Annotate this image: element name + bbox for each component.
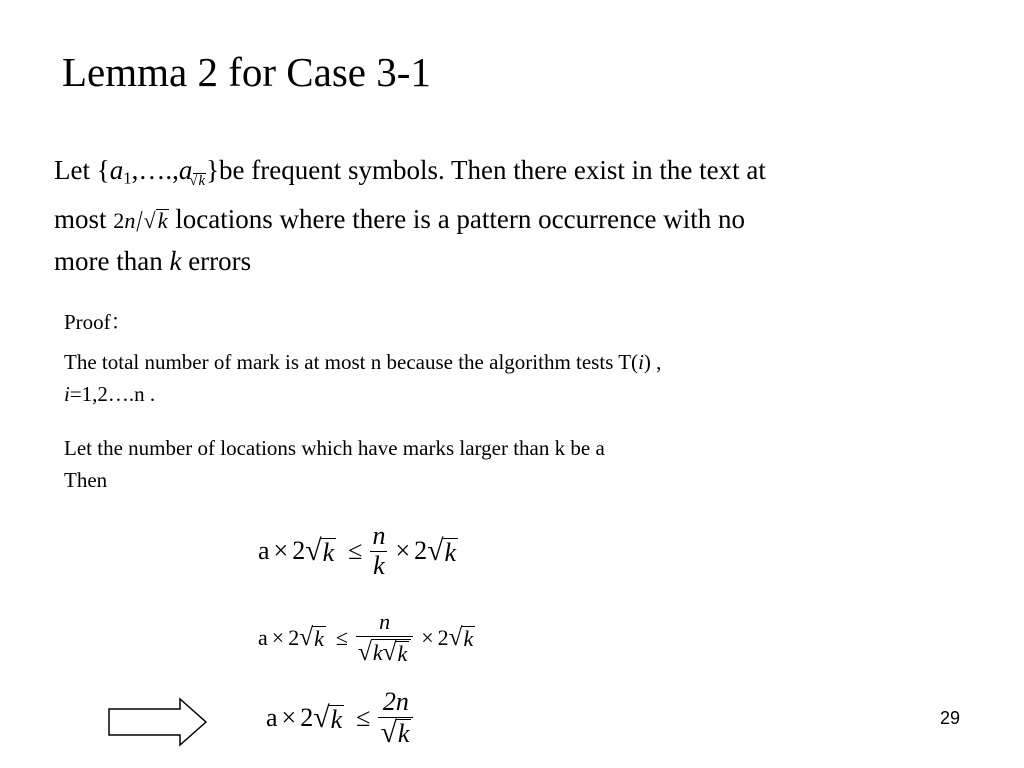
lemma-line-3-b: errors xyxy=(181,245,252,276)
times-symbol: × xyxy=(421,624,434,650)
formula-two: 2 xyxy=(414,536,428,566)
sqrt-sign: √ xyxy=(299,623,314,652)
sqrt-k xyxy=(427,536,458,566)
formula-2 xyxy=(258,610,475,665)
sqrt-sign: √ xyxy=(427,534,444,568)
sqrt-radicand: k xyxy=(463,626,474,652)
lemma-ellipsis: ,…., xyxy=(131,155,179,185)
page-number: 29 xyxy=(940,708,961,728)
times-symbol: × xyxy=(273,536,289,566)
sqrt-radicand: k xyxy=(397,641,408,667)
proof-line-2-rest: =1,2….n . xyxy=(69,382,156,406)
leq-symbol: ≤ xyxy=(348,536,363,566)
lemma-line-3 xyxy=(54,241,984,282)
lemma-symbol-a: a xyxy=(109,155,124,185)
proof-line-2 xyxy=(64,378,904,410)
slide-title: Lemma 2 for Case 3-1 xyxy=(62,49,431,95)
sqrt-k xyxy=(380,715,411,749)
sqrt-k-sqrt-k xyxy=(358,639,411,665)
proof-line-1-b: ) , xyxy=(643,350,662,374)
formula-a: a xyxy=(266,703,278,733)
sqrt-radicand: k xyxy=(397,719,410,749)
lemma-line-1 xyxy=(54,150,984,199)
lemma-subscript-1: 1 xyxy=(123,168,132,188)
sqrt-k xyxy=(449,625,476,650)
sqrt-sign: √ xyxy=(448,623,463,652)
proof-line-2-i: i xyxy=(64,382,70,406)
lemma-most: most xyxy=(54,203,114,234)
sqrt-sign: √ xyxy=(305,534,322,568)
lemma-statement xyxy=(54,150,984,282)
sqrt-radicand: k xyxy=(322,537,335,567)
formula-3 xyxy=(266,688,417,748)
formula-two: 2 xyxy=(292,536,306,566)
fraction-n-over-sqrt-k-sqrt-k xyxy=(356,610,413,665)
sqrt-sign: √ xyxy=(313,701,330,735)
sqrt-radicand: k xyxy=(314,626,324,652)
radicand-k: k xyxy=(372,640,383,666)
sqrt-k xyxy=(299,625,326,650)
formula-a: a xyxy=(258,536,270,566)
frac-numerator: n xyxy=(379,609,391,634)
formula-two: 2 xyxy=(437,624,449,650)
proof-block xyxy=(64,306,904,496)
lemma-line-1-rest: be frequent symbols. Then there exist in the text at xyxy=(219,155,766,185)
right-arrow-outline-icon xyxy=(108,697,208,747)
lemma-inline-fraction xyxy=(113,200,168,241)
frac-sqrt-k: k xyxy=(157,207,168,233)
sqrt-radicand: k xyxy=(444,537,457,567)
sqrt-k xyxy=(305,536,336,566)
proof-label: Proof： xyxy=(64,310,132,334)
sqrt-sign: √ xyxy=(382,638,397,667)
inner-sqrt-k xyxy=(383,640,410,665)
lemma-line-3-a: more than xyxy=(54,245,170,276)
lemma-close-brace: } xyxy=(206,155,220,185)
sqrt-k xyxy=(313,703,344,733)
fraction-bar xyxy=(356,636,413,637)
proof-line-1-a: The total number of mark is at most n because the algorithm tests T( xyxy=(64,350,639,374)
lemma-line-2-rest: locations where there is a pattern occurrence with no xyxy=(168,203,746,234)
formula-two: 2 xyxy=(300,703,314,733)
times-symbol: × xyxy=(281,703,297,733)
leq-symbol: ≤ xyxy=(335,624,348,650)
proof-line-4: Then xyxy=(64,468,108,492)
frac-slash: / xyxy=(136,202,143,238)
sqrt-sign: √ xyxy=(380,715,397,749)
formula-1 xyxy=(258,522,458,580)
formula-a: a xyxy=(258,624,268,650)
times-symbol: × xyxy=(395,536,411,566)
times-symbol: × xyxy=(271,624,285,650)
sqrt-radicand xyxy=(371,639,411,665)
frac-denominator xyxy=(356,639,413,665)
proof-line-3: Let the number of locations which have marks larger than k be a xyxy=(64,436,605,460)
frac-n: n xyxy=(124,207,136,233)
frac-denominator: k xyxy=(373,550,385,580)
sqrt-radicand: k xyxy=(330,704,343,734)
sqrt-sign: √ xyxy=(357,638,372,667)
lemma-line-2 xyxy=(54,199,984,241)
proof-line-1-i: i xyxy=(638,350,644,374)
lemma-line-3-k: k xyxy=(169,245,182,276)
fraction-2n-over-sqrt-k xyxy=(378,688,413,748)
lemma-let: Let { xyxy=(54,155,110,185)
sqrt-sign: √ xyxy=(143,207,156,233)
leq-symbol: ≤ xyxy=(356,703,371,733)
frac-numerator: n xyxy=(372,521,386,550)
frac-numerator: 2n xyxy=(382,687,409,716)
frac-denominator xyxy=(378,715,413,749)
formula-two: 2 xyxy=(288,624,300,650)
proof-line-1 xyxy=(64,346,904,378)
lemma-subscript-sqrt-k xyxy=(189,172,206,189)
fraction-n-over-k xyxy=(370,522,387,580)
lemma-subscript-k: k xyxy=(198,172,206,189)
sqrt-sign: √ xyxy=(189,172,198,189)
lemma-symbol-a-last: a xyxy=(178,155,193,185)
frac-two: 2 xyxy=(113,207,125,233)
